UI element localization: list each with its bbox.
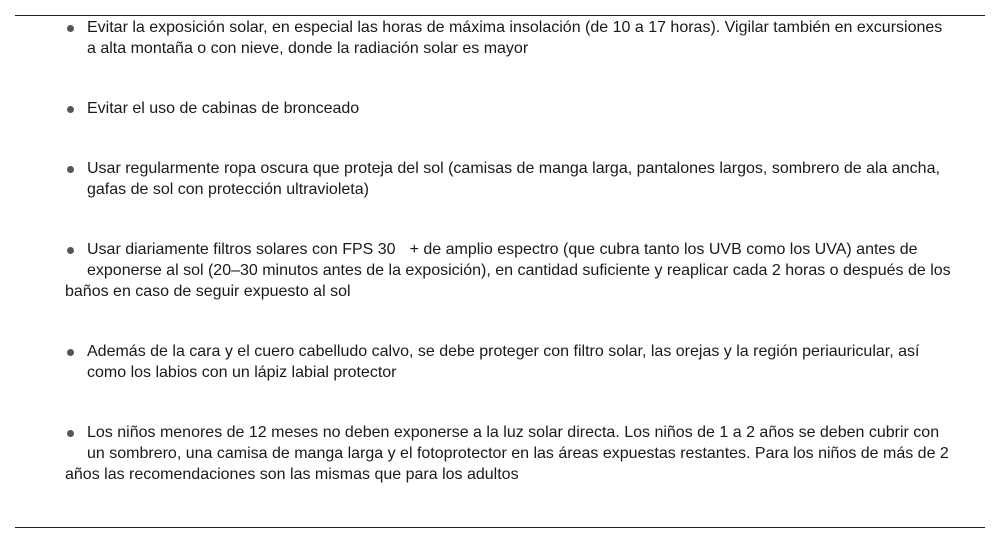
item-line: baños en caso de seguir expuesto al sol [65,283,351,300]
list-item [65,422,955,485]
bullet-icon [67,166,74,173]
bullet-icon [67,25,74,32]
list-item [65,98,955,119]
item-line: gafas de sol con protección ultravioleta) [87,181,369,198]
item-line: Los niños menores de 12 meses no deben exponerse a la luz solar directa. Los niños de 1 a 2 años se deben cubrir con [87,424,940,441]
bullet-icon [67,247,74,254]
list-item [65,239,955,302]
item-line: un sombrero, una camisa de manga larga y el fotoprotector en las áreas expuestas restantes. Para los niños de más de 2 [87,445,949,462]
item-line: Evitar el uso de cabinas de bronceado [87,100,360,117]
list-item [65,158,955,200]
item-line: exponerse al sol (20–30 minutos antes de la exposición), en cantidad suficiente y reaplicar cada 2 horas o después de los [87,262,951,279]
item-line-part: + de amplio espectro (que cubra tanto los UVB como los UVA) antes de [409,241,918,258]
bullet-icon [67,349,74,356]
item-line: Evitar la exposición solar, en especial las horas de máxima insolación (de 10 a 17 horas). Vigilar también en excursiones [87,19,943,36]
bottom-divider [15,527,985,528]
item-line-part: Usar diariamente filtros solares con FPS 30 [87,241,396,258]
item-line: como los labios con un lápiz labial protector [87,364,397,381]
item-line: años las recomendaciones son las mismas que para los adultos [65,466,519,483]
list-item [65,341,955,383]
item-line: a alta montaña o con nieve, donde la radiación solar es mayor [87,40,529,57]
item-line [65,239,955,260]
item-line: Usar regularmente ropa oscura que proteja del sol (camisas de manga larga, pantalones largos, sombrero de ala ancha, [87,160,940,177]
list-item [65,17,955,59]
item-line: Además de la cara y el cuero cabelludo calvo, se debe proteger con filtro solar, las orejas y la región periauricular, así [87,343,920,360]
bullet-icon [67,430,74,437]
bullet-icon [67,106,74,113]
